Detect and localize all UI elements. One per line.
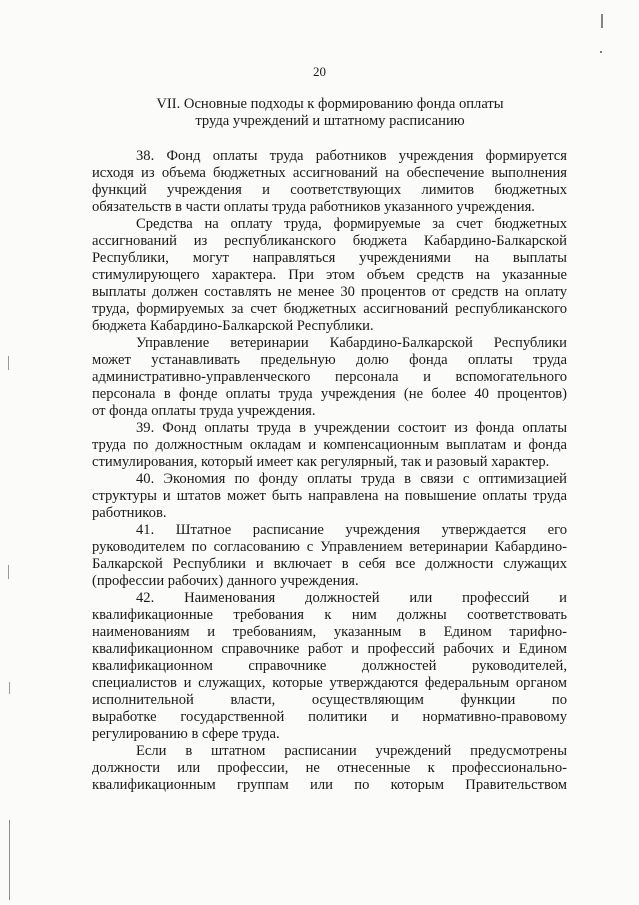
scan-artifact	[9, 820, 10, 900]
text-line: может устанавливать предельную долю фонда оплаты труда	[92, 352, 567, 368]
text-line: квалификационном справочнике работ и профессий рабочих и Едином	[92, 641, 567, 657]
text-line: выработке государственной политики и нормативно-правовому	[92, 709, 567, 725]
paragraph-funds	[92, 216, 567, 335]
text-line: 38. Фонд оплаты труда работников учреждения формируется	[136, 148, 567, 164]
text-line: труда, формируемых за счет бюджетных ассигнований республиканского	[92, 301, 567, 317]
paragraph-40	[92, 471, 567, 522]
paragraph-staffing	[92, 743, 567, 794]
text-line: наименованиям и требованиям, указанным в Едином тарифно-	[92, 624, 567, 640]
scan-artifact	[601, 14, 603, 28]
scan-artifact	[600, 51, 602, 53]
text-line: обязательств в части оплаты труда работников указанного учреждения.	[92, 199, 535, 215]
paragraph-38	[92, 148, 567, 216]
text-line: ассигнований из республиканского бюджета Кабардино-Балкарской	[92, 233, 567, 249]
text-line: Республики, могут направляться учреждениями на выплаты	[92, 250, 567, 266]
text-line: выплаты должен составлять не менее 30 процентов от средств на оплату	[92, 284, 567, 300]
text-line: бюджета Кабардино-Балкарской Республики.	[92, 318, 374, 334]
scan-artifact	[8, 565, 9, 579]
text-line: административно-управленческого персонала и вспомогательного	[92, 369, 567, 385]
text-line: квалификационные требования к ним должны соответствовать	[92, 607, 567, 623]
text-line: 41. Штатное расписание учреждения утверждается его	[136, 522, 567, 538]
text-line: структуры и штатов может быть направлена на повышение оплаты труда	[92, 488, 567, 504]
page-number: 20	[313, 64, 326, 79]
text-line: работников.	[92, 505, 167, 521]
paragraph-veterinary	[92, 335, 567, 420]
text-line: квалификационным группам или по которым Правительством	[92, 777, 567, 793]
scan-artifact	[9, 682, 10, 694]
text-line: Балкарской Республики и включает в себя все должности служащих	[92, 556, 567, 572]
text-line: стимулирующего характера. При этом объем средств на указанные	[92, 267, 567, 283]
text-line: руководителем по согласованию с Управлением ветеринарии Кабардино-	[92, 539, 567, 555]
text-line: функций учреждения и соответствующих лимитов бюджетных	[92, 182, 567, 198]
text-line: (профессии рабочих) данного учреждения.	[92, 573, 359, 589]
paragraph-41	[92, 522, 567, 590]
text-line: персонала в фонде оплаты труда учреждения (не более 40 процентов)	[92, 386, 567, 402]
text-line: 42. Наименования должностей или профессий и	[136, 590, 567, 606]
scan-artifact	[8, 356, 9, 370]
text-line: Управление ветеринарии Кабардино-Балкарской Республики	[136, 335, 567, 351]
text-line: исходя из объема бюджетных ассигнований на обеспечение выполнения	[92, 165, 567, 181]
text-line: регулированию в сфере труда.	[92, 726, 280, 742]
text-line: специалистов и служащих, которые утверждаются федеральным органом	[92, 675, 567, 691]
text-line: труда по должностным окладам и компенсационным выплатам и фонда	[92, 437, 567, 453]
text-line: от фонда оплаты труда учреждения.	[92, 403, 316, 419]
text-line: 40. Экономия по фонду оплаты труда в связи с оптимизацией	[136, 471, 567, 487]
text-line: должности или профессии, не отнесенные к профессионально-	[92, 760, 567, 776]
heading-line: VII. Основные подходы к формированию фонда оплаты	[156, 96, 504, 112]
text-line: Средства на оплату труда, формируемые за счет бюджетных	[136, 216, 567, 232]
section-heading	[120, 96, 540, 130]
paragraph-42	[92, 590, 567, 743]
text-line: стимулирования, который имеет как регулярный, так и разовый характер.	[92, 454, 550, 470]
text-line: 39. Фонд оплаты труда в учреждении состоит из фонда оплаты	[136, 420, 567, 436]
heading-line: труда учреждений и штатному расписанию	[195, 113, 465, 129]
text-line: квалификационном справочнике должностей руководителей,	[92, 658, 567, 674]
text-line: исполнительной власти, осуществляющим функции по	[92, 692, 567, 708]
text-line: Если в штатном расписании учреждений предусмотрены	[136, 743, 567, 759]
paragraph-39	[92, 420, 567, 471]
